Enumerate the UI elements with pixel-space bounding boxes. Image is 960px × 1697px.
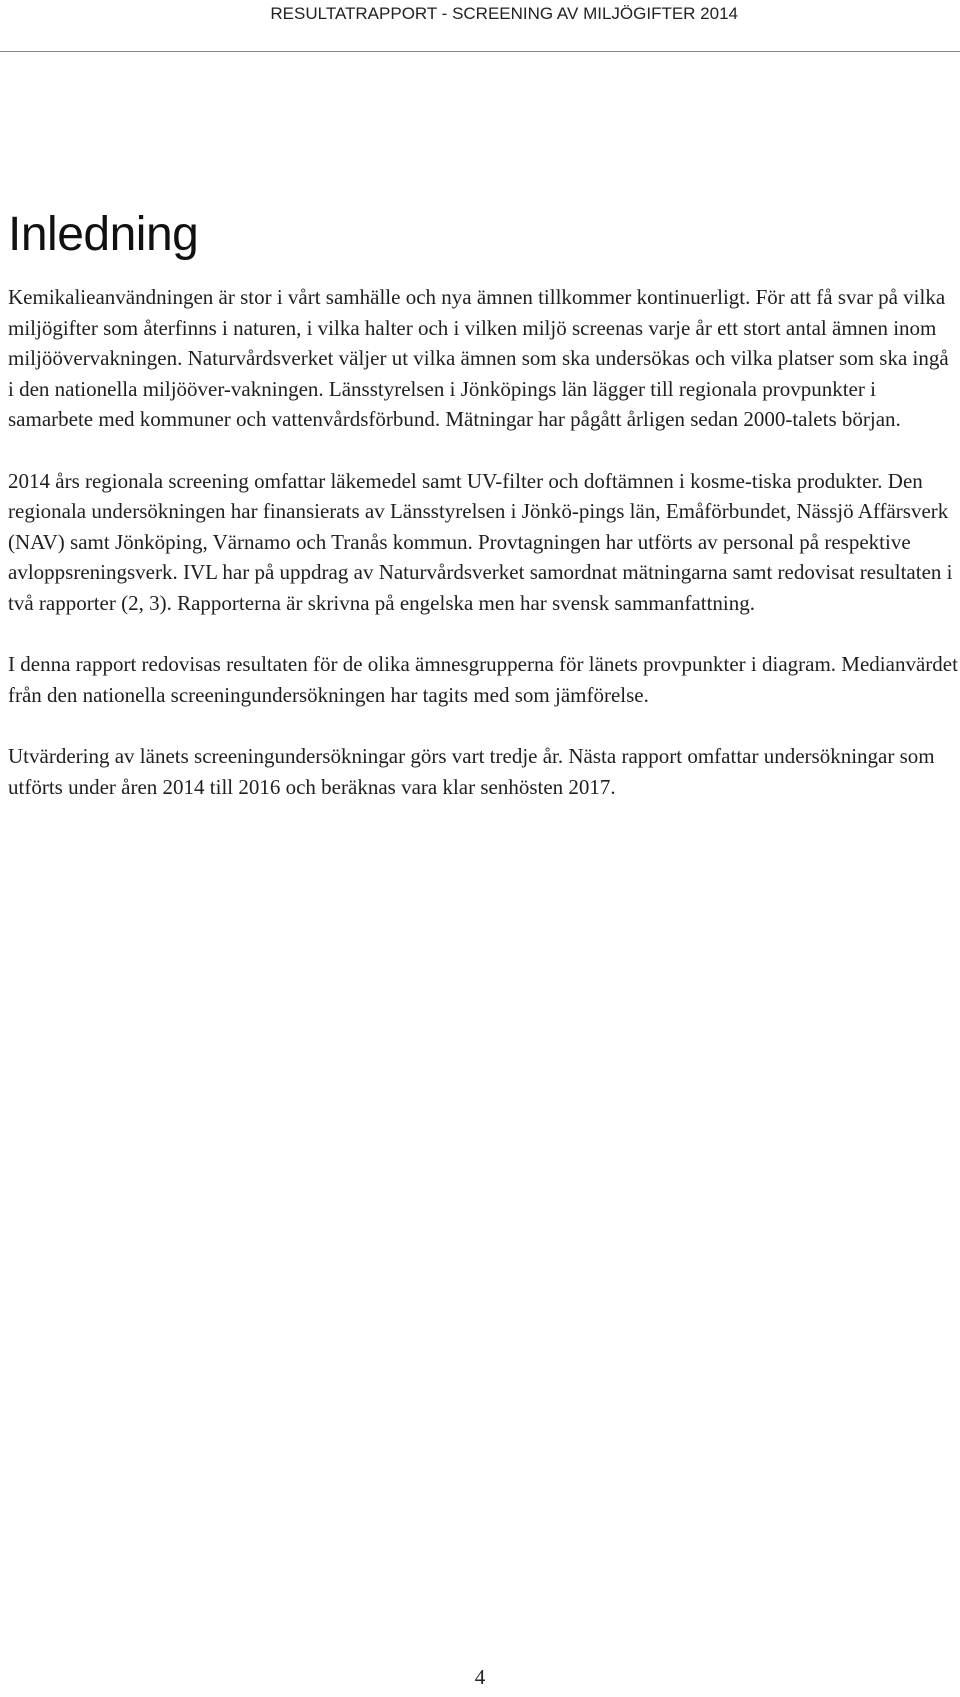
body-paragraph-4: Utvärdering av länets screeningundersökningar görs vart tredje år. Nästa rapport omfattar undersökningar som utförts under åren 2014 till 2016 och beräknas vara klar senhösten 2017. [8, 744, 935, 799]
body-paragraph-3: I denna rapport redovisas resultaten för de olika ämnesgrupperna för länets provpunkter i diagram. Medianvärdet från den nationella screeningundersökningen har tagits med som jämförelse. [8, 652, 958, 707]
header-divider [0, 51, 960, 52]
main-content [8, 205, 958, 833]
section-title: Inledning [8, 208, 199, 261]
page-number: 4 [474, 1665, 486, 1689]
running-header: RESULTATRAPPORT - SCREENING AV MILJÖGIFTER 2014 [270, 4, 738, 23]
body-paragraph-2: 2014 års regionala screening omfattar läkemedel samt UV-filter och doftämnen i kosme-tiska produkter. Den regionala undersökningen har finansierats av Länsstyrelsen i Jönkö-pings län, Emåförbundet, Nässjö Affärsverk (NAV) samt Jönköping, Värnamo och Tranås kommun. Provtagningen har utförts av personal på respektive avloppsreningsverk. IVL har på uppdrag av Naturvårdsverket samordnat mätningarna samt redovisat resultaten i två rapporter (2, 3). Rapporterna är skrivna på engelska men har svensk sammanfattning. [8, 468, 953, 615]
body-paragraph-1: Kemikalieanvändningen är stor i vårt samhälle och nya ämnen tillkommer kontinuerligt. För att få svar på vilka miljögifter som återfinns i naturen, i vilka halter och i vilken miljö screenas varje år ett stort antal ämnen inom miljöövervakningen. Naturvårdsverket väljer ut vilka ämnen som ska undersökas och vilka platser som ska ingå i den nationella miljööver-vakningen. Länsstyrelsen i Jönköpings län lägger till regionala provpunkter i samarbete med kommuner och vattenvårdsförbund. Mätningar har pågått årligen sedan 2000-talets början. [8, 285, 949, 431]
